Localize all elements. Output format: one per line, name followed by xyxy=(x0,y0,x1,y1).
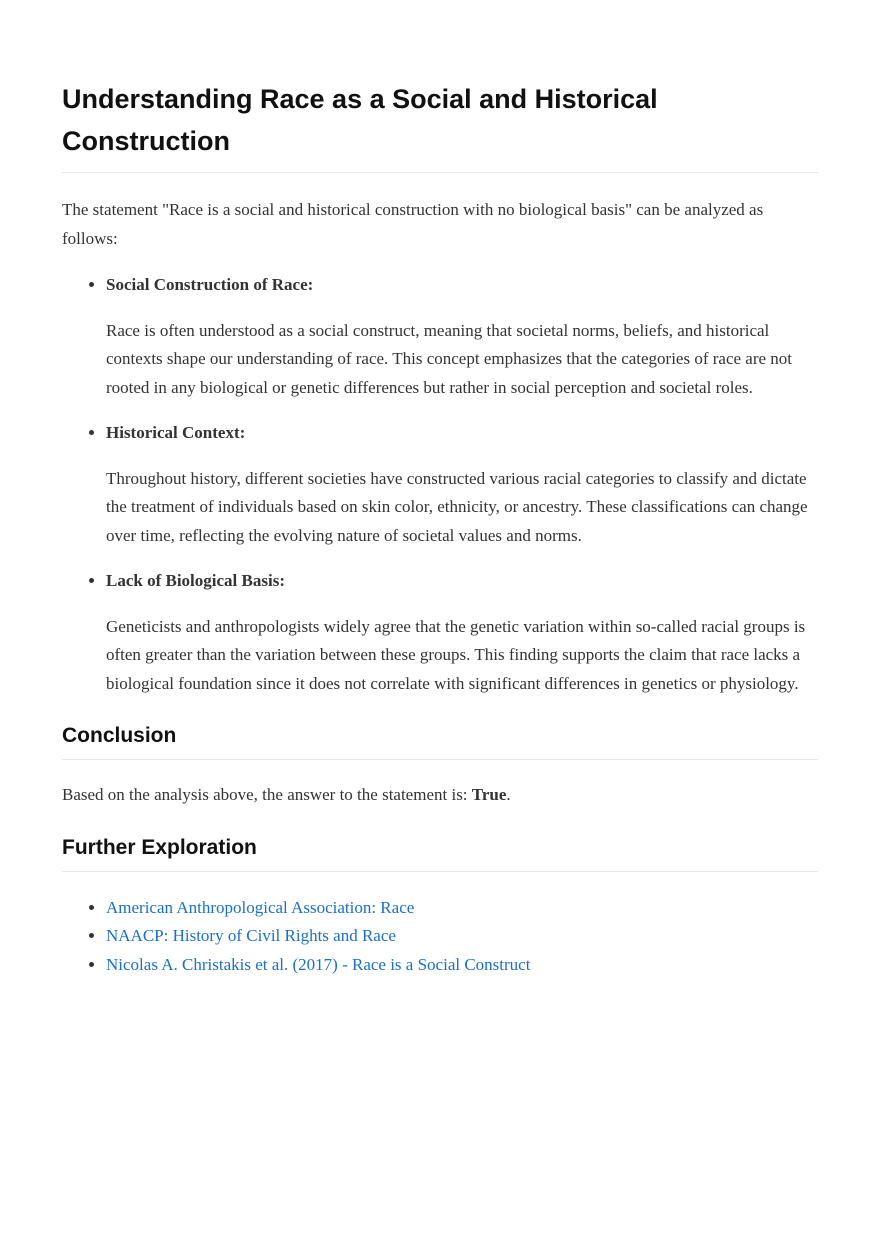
analysis-item xyxy=(106,271,818,402)
page-title: Understanding Race as a Social and Historical Construction xyxy=(62,78,818,173)
list-item xyxy=(106,894,818,923)
conclusion-text: Based on the analysis above, the answer to the statement is: xyxy=(62,785,472,804)
analysis-item-text: Throughout history, different societies have constructed various racial categories to classify and dictate the treatment of individuals based on skin color, ethnicity, or ancestry. These classifications can change over time, reflecting the evolving nature of societal values and norms. xyxy=(106,468,808,545)
list-item xyxy=(106,951,818,980)
analysis-item-title: • Lack of Biological Basis: xyxy=(106,571,285,590)
conclusion-answer: True xyxy=(471,785,507,804)
analysis-item-title: • Social Construction of Race: xyxy=(106,275,314,294)
document xyxy=(62,78,818,979)
intro-paragraph: The statement "Race is a social and historical construction with no biological basis" can be analyzed as follows: xyxy=(62,200,764,248)
conclusion-paragraph xyxy=(62,781,818,810)
further-links-list xyxy=(62,894,818,980)
analysis-item xyxy=(106,567,818,698)
link-naacp-history[interactable]: NAACP: History of Civil Rights and Race xyxy=(106,926,396,945)
analysis-item-text: Race is often understood as a social construct, meaning that societal norms, beliefs, and historical contexts shape our understanding of race. This concept emphasizes that the categories of race are not rooted in any biological or genetic differences but rather in social perception and societal roles. xyxy=(106,320,793,397)
link-christakis-2017[interactable]: Nicolas A. Christakis et al. (2017) - Race is a Social Construct xyxy=(106,954,531,974)
conclusion-period: . xyxy=(506,785,511,804)
analysis-item xyxy=(106,419,818,550)
analysis-list xyxy=(62,271,818,698)
further-exploration-heading: Further Exploration xyxy=(62,834,818,872)
analysis-item-title: • Historical Context: xyxy=(106,423,246,442)
link-aaa-race[interactable]: American Anthropological Association: Race xyxy=(106,897,415,917)
list-item xyxy=(106,922,818,951)
conclusion-heading: Conclusion xyxy=(62,722,818,760)
analysis-item-text: Geneticists and anthropologists widely agree that the genetic variation within so-called racial groups is often greater than the variation between these groups. This finding supports the claim that race lacks a biological foundation since it does not correlate with significant differences in genetics or physiology. xyxy=(106,616,806,693)
